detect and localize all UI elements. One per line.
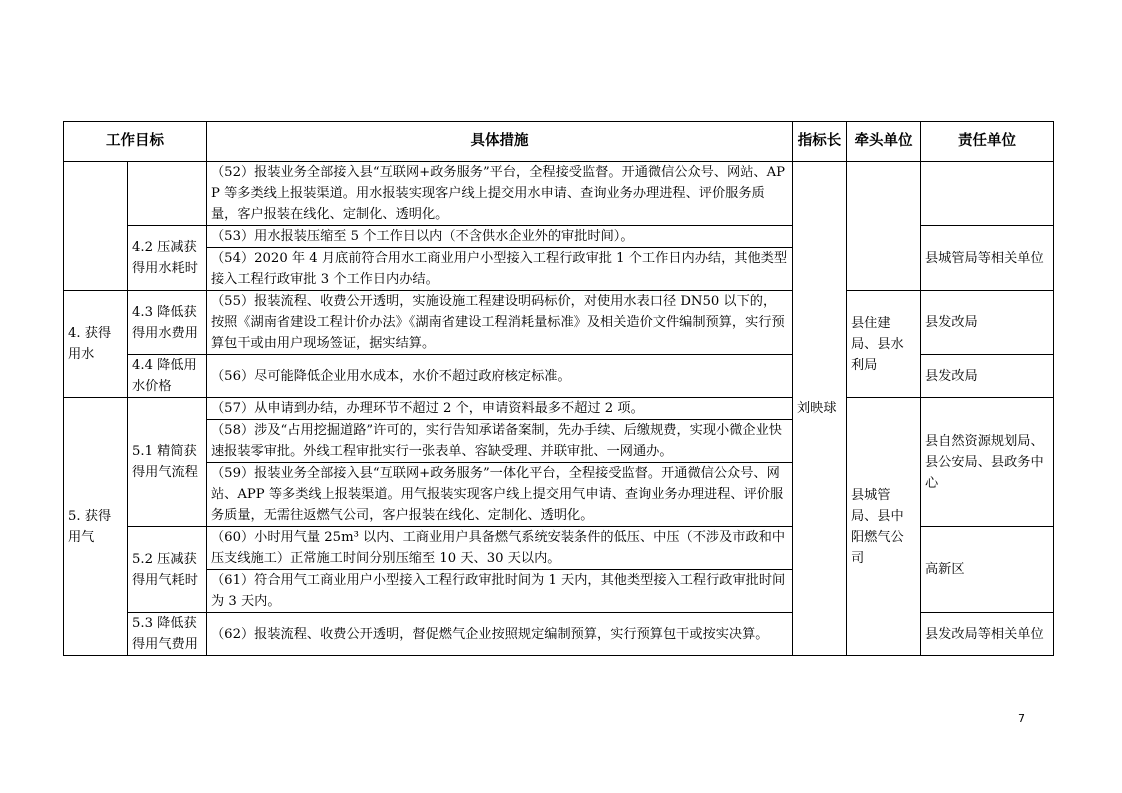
table-row (64, 398, 1054, 420)
measure-60: （60）小时用气量 25m³ 以内、工商业用户具备燃气系统安装条件的低压、中压（不涉及市政和中压支线施工）正常施工时间分别压缩至 10 天、30 天以内。 (207, 527, 793, 570)
page-number: 7 (1018, 712, 1025, 725)
header-goal: 工作目标 (64, 122, 207, 162)
resp-4-3: 县发改局 (921, 291, 1054, 355)
subgoal-cell-empty (128, 162, 207, 226)
measure-61: （61）符合用气工商业用户小型接入工程行政审批时间为 1 天内，其他类型接入工程行政审批时间为 3 天内。 (207, 570, 793, 613)
subgoal-5-2: 5.2 压减获得用气耗时 (128, 527, 207, 613)
resp-cell-empty (921, 162, 1054, 226)
goal-5: 5. 获得用气 (64, 398, 128, 656)
goal-cell-empty (64, 162, 128, 291)
subgoal-5-3: 5.3 降低获得用气费用 (128, 613, 207, 656)
goal-4: 4. 获得用水 (64, 291, 128, 398)
table-row (64, 162, 1054, 226)
lead-water: 县住建局、县水利局 (847, 291, 921, 398)
measure-58: （58）涉及“占用挖掘道路”许可的，实行告知承诺备案制，先办手续、后缴规费，实现小微企业快速报装零审批。外线工程审批实行一张表单、容缺受理、并联审批、一网通办。 (207, 420, 793, 463)
header-chief: 指标长 (793, 122, 847, 162)
table-row (64, 291, 1054, 355)
header-resp: 责任单位 (921, 122, 1054, 162)
resp-4-2: 县城管局等相关单位 (921, 226, 1054, 291)
measure-59: （59）报装业务全部接入县“互联网+政务服务”一体化平台，全程接受监督。开通微信公众号、网站、APP 等多类线上报装渠道。用气报装实现客户线上提交用气申请、查询业务办理进程、评价服务质量，无需往返燃气公司，客户报装在线化、定制化、透明化。 (207, 463, 793, 527)
measure-62: （62）报装流程、收费公开透明，督促燃气企业按照规定编制预算，实行预算包干或按实决算。 (207, 613, 793, 656)
measure-53: （53）用水报装压缩至 5 个工作日以内（不含供水企业外的审批时间）。 (207, 226, 793, 248)
measure-57: （57）从申请到办结，办理环节不超过 2 个，申请资料最多不超过 2 项。 (207, 398, 793, 420)
chief-cell: 刘映球 (793, 162, 847, 656)
lead-cell-empty (847, 162, 921, 291)
table-header-row (64, 122, 1054, 162)
resp-5-1: 县自然资源规划局、县公安局、县政务中心 (921, 398, 1054, 527)
subgoal-4-2: 4.2 压减获得用水耗时 (128, 226, 207, 291)
resp-5-3: 县发改局等相关单位 (921, 613, 1054, 656)
measure-56: （56）尽可能降低企业用水成本，水价不超过政府核定标准。 (207, 355, 793, 398)
subgoal-4-3: 4.3 降低获得用水费用 (128, 291, 207, 355)
header-measure: 具体措施 (207, 122, 793, 162)
measure-54: （54）2020 年 4 月底前符合用水工商业用户小型接入工程行政审批 1 个工作日内办结，其他类型接入工程行政审批 3 个工作日内办结。 (207, 248, 793, 291)
resp-4-4: 县发改局 (921, 355, 1054, 398)
measure-55: （55）报装流程、收费公开透明，实施设施工程建设明码标价，对使用水表口径 DN50 以下的，按照《湖南省建设工程计价办法》《湖南省建设工程消耗量标准》及相关造价文件编制预算，实行预算包干或由用户现场签证，据实结算。 (207, 291, 793, 355)
measures-table (63, 121, 1054, 656)
header-lead: 牵头单位 (847, 122, 921, 162)
subgoal-4-4: 4.4 降低用水价格 (128, 355, 207, 398)
resp-5-2: 高新区 (921, 527, 1054, 613)
measure-52: （52）报装业务全部接入县“互联网+政务服务”平台，全程接受监督。开通微信公众号、网站、APP 等多类线上报装渠道。用水报装实现客户线上提交用水申请、查询业务办理进程、评价服务质量，客户报装在线化、定制化、透明化。 (207, 162, 793, 226)
subgoal-5-1: 5.1 精简获得用气流程 (128, 398, 207, 527)
lead-gas: 县城管局、县中阳燃气公司 (847, 398, 921, 656)
